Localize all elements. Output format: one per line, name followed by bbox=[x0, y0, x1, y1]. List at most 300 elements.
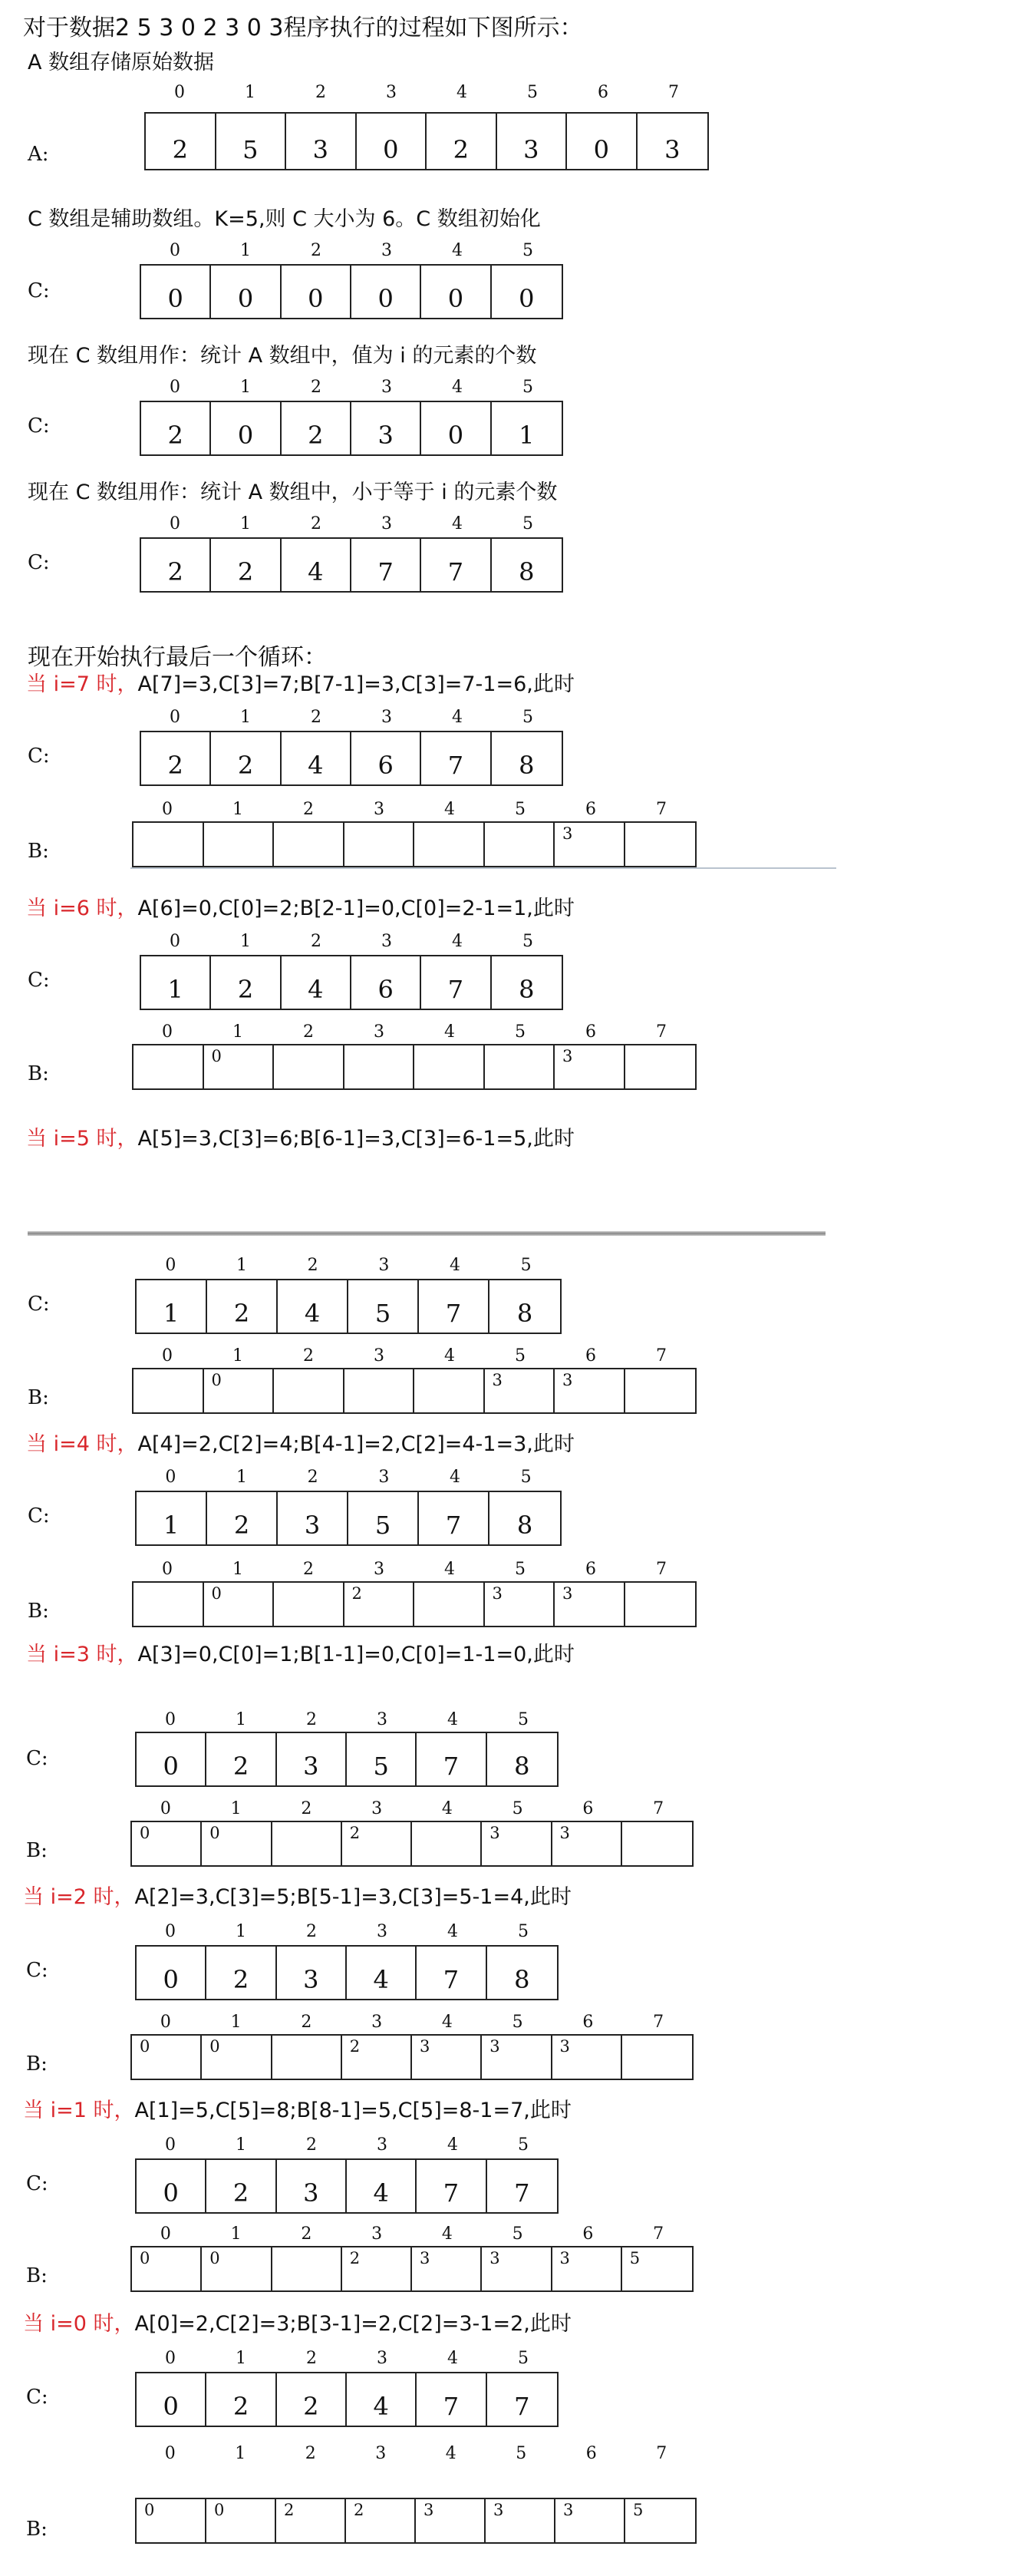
cell-value: 0 bbox=[237, 284, 254, 313]
array-cell bbox=[207, 1280, 278, 1333]
array-cell bbox=[132, 2036, 202, 2079]
cell-value: 0 bbox=[163, 2392, 179, 2421]
array-cell bbox=[278, 1280, 348, 1333]
index-label: 5 bbox=[518, 1922, 529, 1941]
cell-value: 5 bbox=[633, 2501, 644, 2519]
array-cell bbox=[202, 1822, 272, 1865]
array-cell bbox=[137, 1947, 206, 1999]
array-cell bbox=[412, 2247, 482, 2290]
array-row bbox=[140, 264, 563, 319]
array-cell bbox=[555, 1045, 625, 1088]
array-cell bbox=[274, 1369, 344, 1412]
index-label: 1 bbox=[236, 1256, 247, 1275]
cell-value: 6 bbox=[377, 975, 394, 1004]
array-cell bbox=[492, 539, 562, 591]
array-cell bbox=[206, 2499, 276, 2542]
index-label: 0 bbox=[164, 2444, 176, 2463]
array-cell bbox=[204, 1583, 275, 1626]
cell-value: 3 bbox=[377, 421, 394, 450]
index-label: 3 bbox=[381, 378, 392, 397]
index-label: 2 bbox=[303, 800, 314, 819]
array-label: B: bbox=[28, 840, 49, 863]
index-label: 3 bbox=[374, 1346, 384, 1366]
text-content: 现在 C 数组用作：统计 A 数组中，值为 i 的元素的个数 bbox=[28, 344, 537, 368]
index-label: 4 bbox=[452, 514, 463, 533]
cell-value: 0 bbox=[308, 284, 324, 313]
array-cell bbox=[272, 2247, 342, 2290]
array-cell bbox=[348, 1280, 419, 1333]
index-label: 5 bbox=[518, 2349, 529, 2368]
cell-value: 7 bbox=[447, 975, 464, 1004]
array-cell bbox=[485, 823, 555, 866]
text-content: 现在 C 数组用作：统计 A 数组中，小于等于 i 的元素个数 bbox=[28, 481, 558, 504]
index-label: 0 bbox=[170, 378, 180, 397]
array-row bbox=[140, 731, 563, 786]
array-cell bbox=[625, 2499, 695, 2542]
text-content: A[4]=2,C[2]=4;B[4-1]=2,C[2]=4-1=3,此时 bbox=[137, 1432, 575, 1456]
cell-value: 3 bbox=[562, 1584, 573, 1603]
index-label: 5 bbox=[516, 2444, 527, 2463]
index-label: 3 bbox=[371, 2224, 383, 2244]
array-cell bbox=[421, 266, 491, 318]
cell-value: 4 bbox=[373, 2178, 389, 2208]
cell-value: 7 bbox=[443, 2178, 460, 2208]
array-cell bbox=[137, 2373, 206, 2426]
index-label: 5 bbox=[515, 1346, 526, 1366]
index-label: 0 bbox=[170, 514, 180, 533]
index-label: 2 bbox=[311, 378, 321, 397]
array-cell bbox=[414, 1045, 485, 1088]
array-row bbox=[132, 1044, 697, 1090]
array-cell bbox=[141, 732, 211, 784]
index-label: 1 bbox=[235, 2444, 246, 2463]
index-label: 2 bbox=[306, 2349, 317, 2368]
index-label: 5 bbox=[512, 1799, 523, 1818]
index-label: 1 bbox=[230, 1799, 242, 1818]
text-line bbox=[26, 1644, 575, 1665]
index-label: 3 bbox=[374, 1022, 384, 1042]
array-cell bbox=[206, 2160, 276, 2212]
index-label: 0 bbox=[162, 1346, 173, 1366]
array-row bbox=[135, 1732, 559, 1787]
step-label: 当 i=5 时， bbox=[26, 1127, 138, 1151]
array-cell bbox=[412, 1822, 482, 1865]
text-line bbox=[28, 52, 214, 73]
array-cell bbox=[414, 1369, 485, 1412]
array-row bbox=[135, 2158, 559, 2214]
text-line bbox=[28, 482, 557, 503]
array-row bbox=[132, 821, 697, 867]
array-cell bbox=[348, 1492, 419, 1544]
cell-value: 3 bbox=[563, 2501, 574, 2519]
array-cell bbox=[282, 732, 351, 784]
array-cell bbox=[622, 2247, 692, 2290]
array-cell bbox=[202, 2247, 272, 2290]
index-label: 6 bbox=[585, 1560, 596, 1579]
cell-value: 2 bbox=[232, 1965, 249, 1994]
array-cell bbox=[419, 1280, 489, 1333]
array-cell bbox=[567, 114, 638, 169]
array-label: C: bbox=[28, 551, 50, 574]
index-label: 2 bbox=[306, 1922, 317, 1941]
cell-value: 2 bbox=[303, 2392, 319, 2421]
index-label: 1 bbox=[236, 1922, 246, 1941]
array-label: B: bbox=[28, 1062, 49, 1085]
array-cell bbox=[342, 2247, 412, 2290]
cell-value: 2 bbox=[237, 975, 254, 1004]
index-label: 4 bbox=[445, 2444, 456, 2463]
array-cell bbox=[282, 266, 351, 318]
cell-value: 0 bbox=[211, 1047, 222, 1065]
index-label: 1 bbox=[240, 241, 251, 260]
array-cell bbox=[622, 1822, 692, 1865]
index-label: 4 bbox=[452, 932, 463, 951]
cell-value: 2 bbox=[167, 421, 183, 450]
index-label: 0 bbox=[170, 241, 180, 260]
text-content: A[0]=2,C[2]=3;B[3-1]=2,C[2]=3-1=2,此时 bbox=[134, 2312, 572, 2336]
cell-value: 7 bbox=[443, 1752, 460, 1781]
index-label: 2 bbox=[305, 2444, 316, 2463]
cell-value: 0 bbox=[211, 1371, 222, 1389]
array-cell bbox=[282, 539, 351, 591]
array-cell bbox=[552, 2036, 622, 2079]
index-label: 7 bbox=[668, 83, 679, 102]
index-label: 3 bbox=[386, 83, 397, 102]
array-row bbox=[135, 2498, 697, 2544]
cell-value: 3 bbox=[489, 2037, 500, 2056]
index-label: 3 bbox=[374, 800, 384, 819]
cell-value: 5 bbox=[374, 1511, 391, 1540]
array-label: B: bbox=[26, 1839, 48, 1862]
cell-value: 2 bbox=[232, 1752, 249, 1781]
array-row bbox=[140, 537, 563, 593]
index-label: 6 bbox=[598, 83, 608, 102]
index-label: 1 bbox=[245, 83, 255, 102]
text-content: C 数组是辅助数组。K=5,则 C 大小为 6。C 数组初始化 bbox=[28, 207, 541, 231]
index-label: 2 bbox=[311, 932, 321, 951]
cell-value: 1 bbox=[167, 975, 183, 1004]
array-cell bbox=[482, 2036, 552, 2079]
index-label: 7 bbox=[656, 2444, 667, 2463]
array-cell bbox=[427, 114, 497, 169]
array-cell bbox=[416, 2499, 486, 2542]
index-label: 5 bbox=[515, 1022, 526, 1042]
array-cell bbox=[141, 956, 211, 1009]
index-label: 4 bbox=[447, 2135, 458, 2155]
array-cell bbox=[133, 1583, 204, 1626]
array-cell bbox=[486, 2499, 555, 2542]
cell-value: 3 bbox=[664, 135, 681, 164]
index-label: 1 bbox=[240, 378, 251, 397]
cell-value: 5 bbox=[373, 1752, 389, 1781]
array-label: C: bbox=[26, 2172, 48, 2195]
cell-value: 2 bbox=[308, 421, 324, 450]
cell-value: 0 bbox=[163, 1965, 179, 1994]
array-cell bbox=[346, 2499, 416, 2542]
text-content: A[5]=3,C[3]=6;B[6-1]=3,C[3]=6-1=5,此时 bbox=[137, 1127, 575, 1151]
section-divider bbox=[130, 867, 836, 869]
cell-value: 3 bbox=[559, 2037, 570, 2056]
index-label: 1 bbox=[240, 932, 251, 951]
array-cell bbox=[141, 266, 211, 318]
cell-value: 7 bbox=[445, 1511, 462, 1540]
array-label: C: bbox=[26, 2386, 48, 2409]
step-label: 当 i=7 时， bbox=[26, 672, 138, 696]
cell-value: 4 bbox=[373, 2392, 389, 2421]
array-row bbox=[135, 1945, 559, 2000]
cell-value: 3 bbox=[559, 1824, 570, 1842]
array-row bbox=[140, 401, 563, 456]
cell-value: 0 bbox=[383, 135, 399, 164]
cell-value: 4 bbox=[308, 557, 324, 586]
array-cell bbox=[132, 2247, 202, 2290]
array-row bbox=[140, 955, 563, 1010]
text-line bbox=[23, 1887, 572, 1907]
step-label: 当 i=4 时， bbox=[26, 1432, 138, 1456]
index-label: 0 bbox=[162, 1560, 173, 1579]
index-label: 4 bbox=[456, 83, 467, 102]
index-label: 5 bbox=[522, 241, 533, 260]
array-row bbox=[144, 112, 709, 170]
index-label: 6 bbox=[585, 1022, 596, 1042]
array-cell bbox=[625, 1045, 695, 1088]
array-row bbox=[130, 2246, 694, 2292]
text-line bbox=[26, 1434, 575, 1455]
array-cell bbox=[277, 1733, 347, 1785]
index-label: 3 bbox=[378, 1256, 390, 1275]
array-cell bbox=[206, 1947, 276, 1999]
cell-value: 3 bbox=[303, 1752, 319, 1781]
array-cell bbox=[344, 1045, 415, 1088]
index-label: 5 bbox=[520, 1256, 532, 1275]
index-label: 2 bbox=[303, 1346, 314, 1366]
cell-value: 3 bbox=[303, 1965, 319, 1994]
array-cell bbox=[216, 114, 287, 169]
text-line bbox=[26, 1128, 575, 1149]
array-cell bbox=[552, 1822, 622, 1865]
text-content: A[6]=0,C[0]=2;B[2-1]=0,C[0]=2-1=1,此时 bbox=[137, 897, 575, 920]
cell-value: 0 bbox=[593, 135, 609, 164]
array-cell bbox=[133, 1045, 204, 1088]
cell-value: 4 bbox=[304, 1299, 321, 1328]
array-cell bbox=[347, 2373, 417, 2426]
cell-value: 2 bbox=[172, 135, 188, 164]
index-label: 5 bbox=[518, 1710, 529, 1729]
cell-value: 0 bbox=[214, 2501, 225, 2519]
text-line bbox=[26, 898, 575, 919]
index-label: 0 bbox=[165, 2135, 176, 2155]
array-cell bbox=[487, 1947, 557, 1999]
text-content: 对于数据2 5 3 0 2 3 0 3程序执行的过程如下图所示： bbox=[23, 15, 583, 41]
array-row bbox=[132, 1581, 697, 1627]
cell-value: 0 bbox=[377, 284, 394, 313]
cell-value: 4 bbox=[308, 751, 324, 780]
index-label: 0 bbox=[162, 1022, 173, 1042]
cell-value: 3 bbox=[424, 2501, 434, 2519]
array-cell bbox=[485, 1045, 555, 1088]
index-label: 5 bbox=[512, 2013, 523, 2032]
array-cell bbox=[342, 2036, 412, 2079]
cell-value: 3 bbox=[420, 2249, 430, 2267]
index-label: 6 bbox=[582, 2224, 594, 2244]
cell-value: 1 bbox=[163, 1299, 180, 1328]
array-cell bbox=[137, 2499, 206, 2542]
index-label: 6 bbox=[585, 1346, 596, 1366]
index-label: 1 bbox=[240, 514, 251, 533]
array-cell bbox=[414, 823, 485, 866]
cell-value: 0 bbox=[163, 1752, 179, 1781]
array-cell bbox=[137, 1492, 207, 1544]
array-cell bbox=[206, 2373, 276, 2426]
index-label: 4 bbox=[450, 1256, 460, 1275]
array-cell bbox=[555, 2499, 625, 2542]
cell-value: 8 bbox=[516, 1511, 533, 1540]
array-cell bbox=[347, 1733, 417, 1785]
index-label: 0 bbox=[165, 1468, 176, 1487]
array-cell bbox=[282, 402, 351, 454]
cell-value: 1 bbox=[163, 1511, 180, 1540]
array-cell bbox=[482, 1822, 552, 1865]
index-label: 5 bbox=[515, 800, 526, 819]
array-cell bbox=[272, 2036, 342, 2079]
cell-value: 7 bbox=[447, 751, 464, 780]
cell-value: 0 bbox=[447, 421, 464, 450]
index-label: 7 bbox=[653, 1799, 664, 1818]
cell-value: 7 bbox=[514, 2392, 530, 2421]
array-cell bbox=[272, 1822, 342, 1865]
array-cell bbox=[421, 539, 491, 591]
cell-value: 0 bbox=[209, 1824, 220, 1842]
cell-value: 5 bbox=[374, 1299, 391, 1328]
page-break-divider bbox=[28, 1231, 826, 1236]
index-label: 3 bbox=[381, 241, 392, 260]
array-cell bbox=[282, 956, 351, 1009]
index-label: 4 bbox=[452, 708, 463, 727]
index-label: 2 bbox=[303, 1560, 314, 1579]
array-cell bbox=[638, 114, 707, 169]
cell-value: 2 bbox=[349, 2249, 361, 2267]
cell-value: 2 bbox=[233, 1299, 250, 1328]
index-label: 4 bbox=[444, 1346, 455, 1366]
array-cell bbox=[137, 2160, 206, 2212]
array-cell bbox=[555, 1583, 625, 1626]
index-label: 5 bbox=[512, 2224, 523, 2244]
index-label: 7 bbox=[656, 1022, 667, 1042]
array-label: C: bbox=[28, 969, 50, 992]
array-row bbox=[135, 1491, 562, 1546]
index-label: 2 bbox=[301, 2013, 312, 2032]
index-label: 3 bbox=[371, 1799, 383, 1818]
array-cell bbox=[207, 1492, 278, 1544]
index-label: 2 bbox=[307, 1256, 318, 1275]
index-label: 3 bbox=[377, 1710, 387, 1729]
index-label: 5 bbox=[522, 514, 533, 533]
cell-value: 2 bbox=[284, 2501, 295, 2519]
index-label: 4 bbox=[441, 2224, 453, 2244]
array-cell bbox=[277, 1947, 347, 1999]
cell-value: 3 bbox=[312, 135, 328, 164]
index-label: 1 bbox=[236, 1710, 246, 1729]
array-label: B: bbox=[26, 2518, 48, 2541]
index-label: 3 bbox=[381, 708, 392, 727]
array-cell bbox=[555, 823, 625, 866]
cell-value: 7 bbox=[443, 1965, 460, 1994]
array-cell bbox=[412, 2036, 482, 2079]
index-label: 6 bbox=[585, 800, 596, 819]
array-cell bbox=[625, 823, 695, 866]
cell-value: 3 bbox=[420, 2037, 430, 2056]
cell-value: 2 bbox=[167, 751, 183, 780]
array-label: B: bbox=[28, 1600, 49, 1623]
index-label: 0 bbox=[160, 2224, 171, 2244]
array-cell bbox=[351, 956, 421, 1009]
array-label: C: bbox=[28, 279, 50, 302]
cell-value: 1 bbox=[519, 421, 535, 450]
array-cell bbox=[351, 402, 421, 454]
cell-value: 2 bbox=[349, 2037, 361, 2056]
cell-value: 8 bbox=[516, 1299, 533, 1328]
cell-value: 7 bbox=[447, 557, 464, 586]
cell-value: 2 bbox=[233, 1511, 250, 1540]
cell-value: 7 bbox=[377, 557, 394, 586]
cell-value: 0 bbox=[237, 421, 254, 450]
array-label: B: bbox=[26, 2053, 48, 2076]
index-label: 6 bbox=[585, 2444, 597, 2463]
array-cell bbox=[482, 2247, 552, 2290]
index-label: 3 bbox=[377, 2135, 387, 2155]
index-label: 4 bbox=[447, 2349, 458, 2368]
array-cell bbox=[274, 1045, 344, 1088]
array-cell bbox=[276, 2499, 346, 2542]
index-label: 1 bbox=[236, 2135, 246, 2155]
array-cell bbox=[485, 1583, 555, 1626]
array-row bbox=[135, 1279, 562, 1334]
cell-value: 0 bbox=[519, 284, 535, 313]
index-label: 5 bbox=[522, 932, 533, 951]
array-label: C: bbox=[28, 745, 50, 768]
array-cell bbox=[492, 956, 562, 1009]
array-cell bbox=[485, 1369, 555, 1412]
cell-value: 2 bbox=[232, 2178, 249, 2208]
index-label: 5 bbox=[515, 1560, 526, 1579]
index-label: 5 bbox=[522, 378, 533, 397]
array-cell bbox=[204, 1369, 275, 1412]
array-cell bbox=[421, 402, 491, 454]
index-label: 3 bbox=[375, 2444, 387, 2463]
cell-value: 0 bbox=[447, 284, 464, 313]
cell-value: 7 bbox=[443, 2392, 460, 2421]
array-cell bbox=[497, 114, 568, 169]
array-cell bbox=[344, 1369, 415, 1412]
cell-value: 3 bbox=[303, 2178, 319, 2208]
index-label: 5 bbox=[522, 708, 533, 727]
index-label: 7 bbox=[656, 1560, 667, 1579]
text-line bbox=[23, 2100, 572, 2121]
cell-value: 3 bbox=[562, 824, 573, 843]
text-line bbox=[28, 345, 536, 366]
index-label: 3 bbox=[381, 514, 392, 533]
cell-value: 0 bbox=[144, 2501, 155, 2519]
array-cell bbox=[552, 2247, 622, 2290]
index-label: 1 bbox=[232, 1346, 243, 1366]
index-label: 2 bbox=[315, 83, 326, 102]
array-cell bbox=[351, 266, 421, 318]
array-label: C: bbox=[28, 1504, 50, 1527]
index-label: 3 bbox=[381, 932, 392, 951]
cell-value: 8 bbox=[514, 1965, 530, 1994]
array-cell bbox=[274, 823, 344, 866]
array-cell bbox=[286, 114, 357, 169]
